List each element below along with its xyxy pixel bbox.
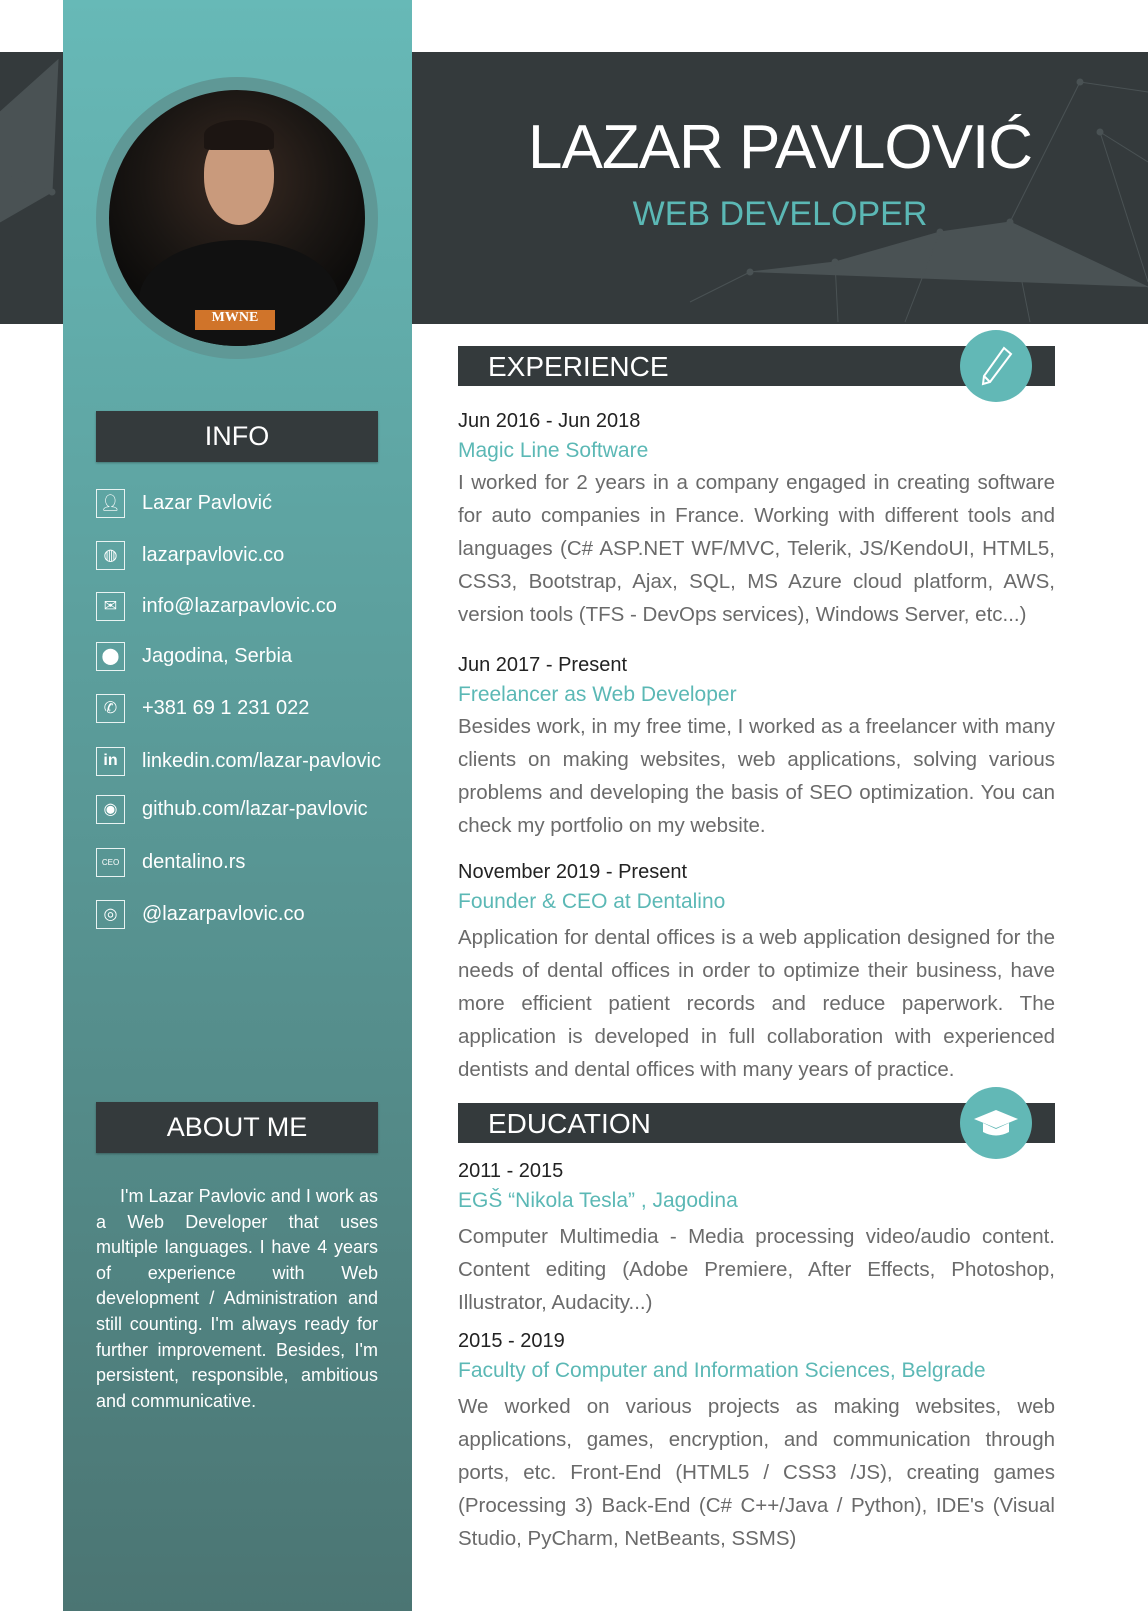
- entry-school: EGŠ “Nikola Tesla” , Jagodina: [458, 1189, 738, 1212]
- instagram-link[interactable]: @lazarpavlovic.co: [142, 902, 305, 925]
- info-text: Jagodina, Serbia: [142, 644, 293, 667]
- info-instagram[interactable]: [96, 899, 305, 929]
- info-github[interactable]: [96, 794, 368, 824]
- website-link[interactable]: lazarpavlovic.co: [142, 543, 285, 566]
- dentalino-link[interactable]: dentalino.rs: [142, 850, 246, 873]
- about-heading: ABOUT ME: [96, 1102, 378, 1153]
- pencil-icon: [960, 330, 1032, 402]
- entry-company: Founder & CEO at Dentalino: [458, 890, 726, 913]
- user-icon: 👤︎: [96, 489, 125, 518]
- entry-date: 2015 - 2019: [458, 1330, 565, 1352]
- entry-school: Faculty of Computer and Information Sciences, Belgrade: [458, 1359, 986, 1382]
- info-text: Lazar Pavlović: [142, 491, 273, 514]
- info-heading: INFO: [96, 411, 378, 462]
- entry-date: Jun 2016 - Jun 2018: [458, 410, 641, 432]
- github-link[interactable]: github.com/lazar-pavlovic: [142, 797, 368, 820]
- info-website[interactable]: [96, 540, 284, 570]
- profile-photo-frame: [96, 77, 378, 359]
- experience-entry: [458, 857, 1055, 1086]
- info-dentalino[interactable]: [96, 847, 245, 877]
- mail-icon: ✉: [96, 592, 125, 621]
- info-linkedin[interactable]: [96, 746, 381, 776]
- entry-description: Computer Multimedia - Media processing video/audio content. Content editing (Adobe Premiere, After Effects, Photoshop, Illustrator, Audacity...): [458, 1225, 1055, 1314]
- entry-company: Freelancer as Web Developer: [458, 683, 737, 706]
- experience-entry: [458, 650, 1055, 842]
- instagram-icon: ◎: [96, 900, 125, 929]
- about-text: I'm Lazar Pavlovic and I work as a Web Developer that uses multiple languages. I have 4 years of experience with Web development / Administration and still counting. I'm always ready for further improvement. Besides, I'm persistent, responsible, ambitious and communicative.: [96, 1186, 378, 1411]
- entry-description: We worked on various projects as making websites, web applications, games, encryption, and communication through ports, etc. Front-End (HTML5 / CSS3 /JS), creating games (Processing 3) Back-End (C# C++/Java / Python), IDE's (Visual Studio, PyCharm, NetBeants, SSMS): [458, 1395, 1055, 1550]
- linkedin-icon: in: [96, 747, 125, 776]
- globe-icon: ◍: [96, 541, 125, 570]
- phone-icon: ✆: [96, 694, 125, 723]
- profile-photo: [109, 90, 365, 346]
- entry-description: Application for dental offices is a web application designed for the needs of dental offices in order to optimize their business, have more efficient patient records and reduce paperwork. The application is developed in full collaboration with experienced dentists and dental offices with many years of practice.: [458, 926, 1055, 1081]
- education-heading-text: EDUCATION: [488, 1108, 651, 1139]
- email-link[interactable]: info@lazarpavlovic.co: [142, 594, 337, 617]
- education-entry: [458, 1156, 1055, 1319]
- shirt-logo: MWNE: [195, 310, 275, 330]
- education-entry: [458, 1326, 1055, 1555]
- github-icon: ◉: [96, 795, 125, 824]
- experience-entry: [458, 406, 1055, 631]
- entry-date: November 2019 - Present: [458, 861, 688, 883]
- experience-heading-text: EXPERIENCE: [488, 351, 669, 382]
- phone-link[interactable]: +381 69 1 231 022: [142, 696, 310, 719]
- experience-heading: [458, 346, 1055, 386]
- entry-description: I worked for 2 years in a company engaged in creating software for auto companies in France. Working with different tools and languages (C# ASP.NET WF/MVC, Telerik, JS/KendoUI, HTML5, CSS3, Bootstrap, Ajax, SQL, MS Azure cloud platform, AWS, version tools (TFS - DevOps services), Windows Server, etc...): [458, 471, 1055, 626]
- graduation-cap-icon: [960, 1087, 1032, 1159]
- info-email[interactable]: [96, 591, 337, 621]
- person-name: LAZAR PAVLOVIĆ: [528, 113, 1032, 182]
- ceo-icon: CEO: [96, 848, 125, 877]
- education-heading: [458, 1103, 1055, 1143]
- job-title: WEB DEVELOPER: [632, 195, 928, 233]
- linkedin-link[interactable]: linkedin.com/lazar-pavlovic: [142, 749, 381, 772]
- entry-company: Magic Line Software: [458, 439, 649, 462]
- info-location: [96, 641, 292, 671]
- location-pin-icon: ⬤: [96, 642, 125, 671]
- entry-description: Besides work, in my free time, I worked as a freelancer with many clients on making websites, web applications, solving various problems and developing the basis of SEO optimization. You can check my portfolio on my website.: [458, 715, 1055, 837]
- info-name: [96, 488, 272, 518]
- info-phone[interactable]: [96, 693, 309, 723]
- entry-date: 2011 - 2015: [458, 1160, 564, 1182]
- entry-date: Jun 2017 - Present: [458, 654, 627, 676]
